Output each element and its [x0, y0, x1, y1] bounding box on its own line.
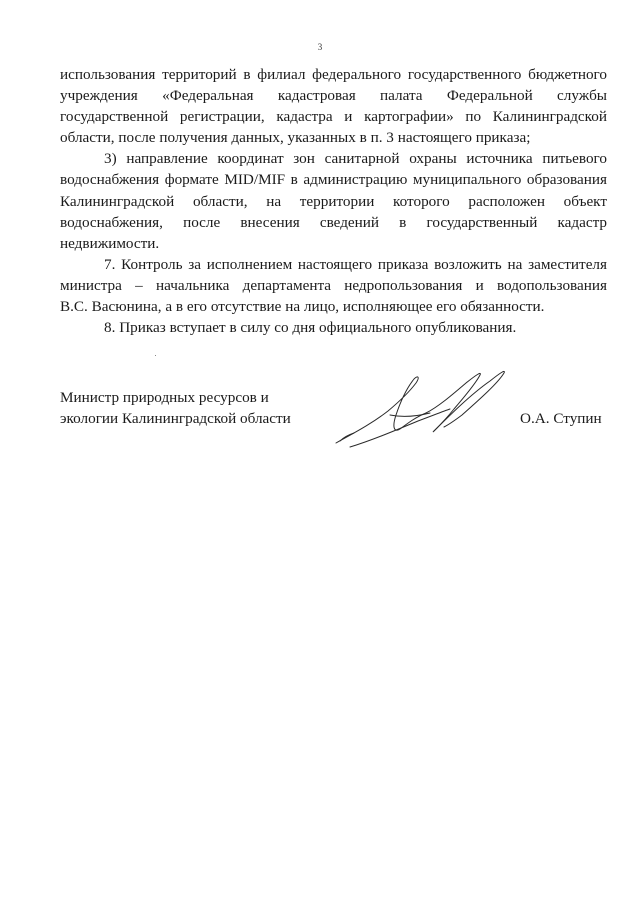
text-line: 3) направление координат зон санитарной охраны источника питьевого [104, 150, 607, 168]
text-line: 7. Контроль за исполнением настоящего приказа возложить на заместителя [104, 255, 607, 273]
page-number: 3 [317, 42, 323, 52]
scan-speck [155, 355, 156, 356]
signatory-title-line: Министр природных ресурсов и [60, 389, 269, 406]
signatory-title-line: экологии Калининградской области [60, 410, 291, 428]
text-line: В.С. Васюнина, а в его отсутствие на лицо, исполняющее его обязанности. [60, 298, 545, 316]
signatory-title [60, 387, 291, 429]
text-line: использования территорий в филиал федерального государственного бюджетного [60, 66, 607, 83]
text-line: водоснабжения, после внесения сведений в государственный кадастр [60, 213, 607, 231]
handwritten-signature [330, 365, 520, 455]
text-line: 8. Приказ вступает в силу со дня официального опубликования. [104, 319, 517, 337]
text-line: государственной регистрации, кадастра и картографии» по Калининградской [60, 108, 607, 126]
text-line: водоснабжения формате MID/MIF в администрацию муниципального образования [60, 171, 607, 189]
text-line: недвижимости. [60, 234, 160, 252]
signatory-name: О.А. Ступин [520, 410, 602, 427]
text-line: области, после получения данных, указанных в п. 3 настоящего приказа; [60, 129, 531, 147]
text-line: учреждения «Федеральная кадастровая палата Федеральной службы [60, 87, 607, 105]
text-line: Калининградской области, на территории которого расположен объект [60, 192, 607, 210]
text-line: министра – начальника департамента недропользования и водопользования [60, 276, 607, 294]
document-body [60, 64, 607, 338]
